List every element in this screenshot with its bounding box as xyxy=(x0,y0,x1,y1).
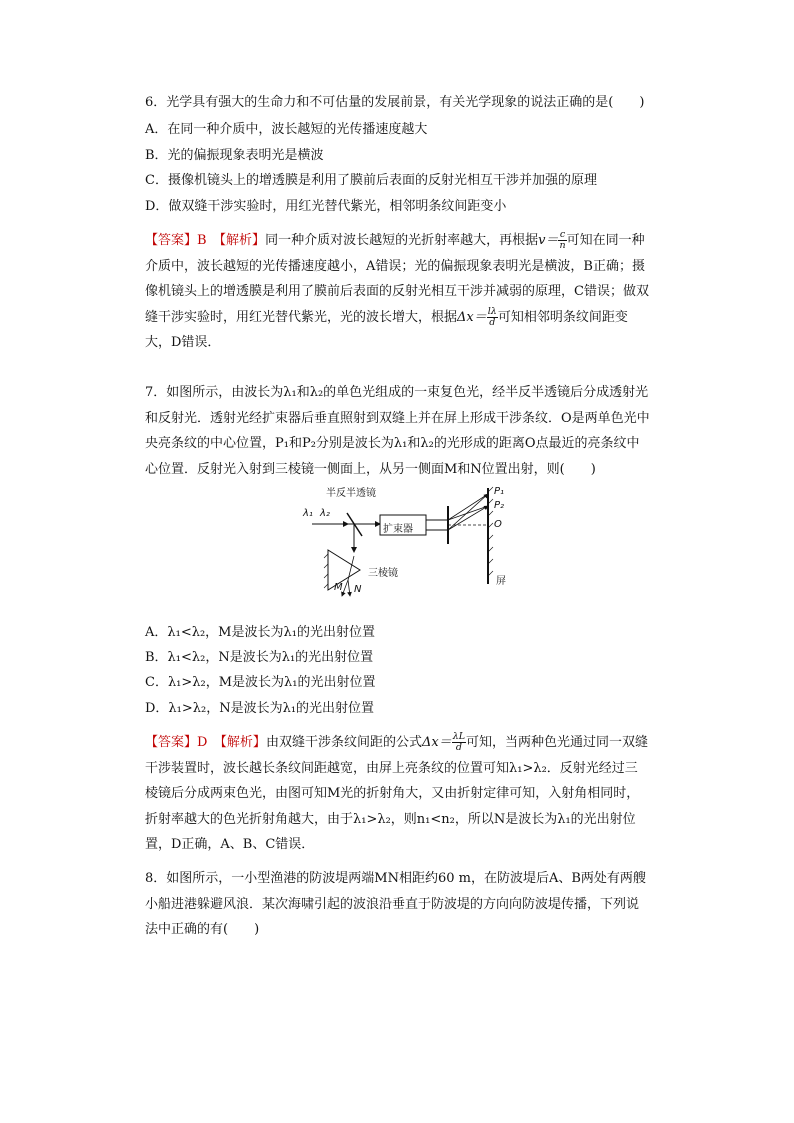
q6-eq2-numerator: lλ xyxy=(487,305,497,317)
label-screen: 屏 xyxy=(496,576,506,587)
q6-option-d: D．做双缝干涉实验时，用红光替代紫光，相邻明条纹间距变小 xyxy=(145,199,507,214)
q7-analysis-part1: 由双缝干涉条纹间距的公式 xyxy=(265,735,422,750)
label-p2: P₂ xyxy=(494,500,505,511)
q6-stem: 6．光学具有强大的生命力和不可估量的发展前景，有关光学现象的说法正确的是( ) xyxy=(145,95,645,110)
q6-eq2-lhs: Δx＝ xyxy=(457,309,487,325)
q6-analysis-part3: 可知相邻明条纹间距变大，D错误． xyxy=(145,309,628,350)
q6-eq1-numerator: c xyxy=(559,229,566,240)
q7-option-d: D．λ₁>λ₂，N是波长为λ₁的光出射位置 xyxy=(145,701,375,716)
q7-eq-numerator: λL xyxy=(452,731,466,742)
q7-answer-tag: 【答案】D 【解析】 xyxy=(145,735,266,750)
q7-option-b: B．λ₁<λ₂，N是波长为λ₁的光出射位置 xyxy=(145,650,374,665)
label-prism: 三棱镜 xyxy=(368,568,398,579)
q6-analysis-part1: 同一种介质对波长越短的光折射率越大，再根据 xyxy=(265,233,539,248)
q6-eq1-denominator: n xyxy=(559,240,566,251)
label-expander: 扩束器 xyxy=(383,524,413,535)
q7-figure xyxy=(298,484,524,598)
label-o: O xyxy=(494,519,502,530)
q7-diagram xyxy=(298,484,524,598)
q6-option-b: B．光的偏振现象表明光是横波 xyxy=(145,148,324,163)
q7-eq-denominator: d xyxy=(455,742,462,753)
label-lambda2: λ₂ xyxy=(320,508,330,519)
q7-eq-fraction xyxy=(452,732,466,753)
q7-answer-analysis xyxy=(145,730,650,858)
q6-answer-tag: 【答案】B 【解析】 xyxy=(145,233,266,248)
q7-analysis-part2: 可知，当两种色光通过同一双缝干涉装置时，波长越长条纹间距越宽，由屏上亮条纹的位置可知λ₁>λ₂．反射光经过三棱镜后分成两束色光，由图可知M光的折射角大，又由折射定律可知，入射角相同时，折射率越大的色光折射角越大，由于λ₁>λ₂，则n₁<n₂，所以N是波长为λ₁的光出射位置，D正确，A、B、C错误． xyxy=(145,735,649,852)
q6-option-c: C．摄像机镜头上的增透膜是利用了膜前后表面的反射光相互干涉并加强的原理 xyxy=(145,173,597,188)
q7-option-a: A．λ₁<λ₂，M是波长为λ₁的光出射位置 xyxy=(145,625,375,640)
q6-eq2-fraction xyxy=(487,307,498,328)
q6-eq1-lhs: v＝ xyxy=(538,233,559,248)
q6-eq1-fraction xyxy=(558,230,566,251)
q6-analysis-part2: 可知在同一种介质中，波长越短的光传播速度越小，A错误；光的偏振现象表明光是横波，B正确；摄像机镜头上的增透膜是利用了膜前后表面的反射光相互干涉并减弱的原理，C错误；做双缝干涉实验时，用红光替代紫光，光的波长增大，根据 xyxy=(145,233,649,325)
q7-stem: 7．如图所示，由波长为λ₁和λ₂的单色光组成的一束复色光，经半反半透镜后分成透射光和反射光．透射光经扩束器后垂直照射到双缝上并在屏上形成干涉条纹．O是两单色光中央亮条纹的中心位置，P₁和P₂分别是波长为λ₁和λ₂的光形成的距离O点最近的亮条纹中心位置．反射光入射到三棱镜一侧面上，从另一侧面M和N位置出射，则( ) xyxy=(145,385,650,477)
q6-option-a: A．在同一种介质中，波长越短的光传播速度越大 xyxy=(145,122,428,137)
label-half-mirror: 半反半透镜 xyxy=(326,488,376,499)
q6-eq2-denominator: d xyxy=(489,316,496,328)
label-p1: P₁ xyxy=(494,486,505,497)
q7-option-c: C．λ₁>λ₂，M是波长为λ₁的光出射位置 xyxy=(145,675,376,690)
q7-eq-lhs: Δx＝ xyxy=(421,735,452,750)
label-m: M xyxy=(334,582,343,593)
q8-stem: 8．如图所示，一小型渔港的防波堤两端MN相距约60 m，在防波堤后A、B两处有两艘小船进港躲避风浪．某次海啸引起的波浪沿垂直于防波堤的方向向防波堤传播，下列说法中正确的有( ) xyxy=(145,871,646,937)
q6-answer-analysis xyxy=(145,228,650,356)
label-n: N xyxy=(354,584,362,595)
label-lambda1: λ₁ xyxy=(303,508,313,519)
